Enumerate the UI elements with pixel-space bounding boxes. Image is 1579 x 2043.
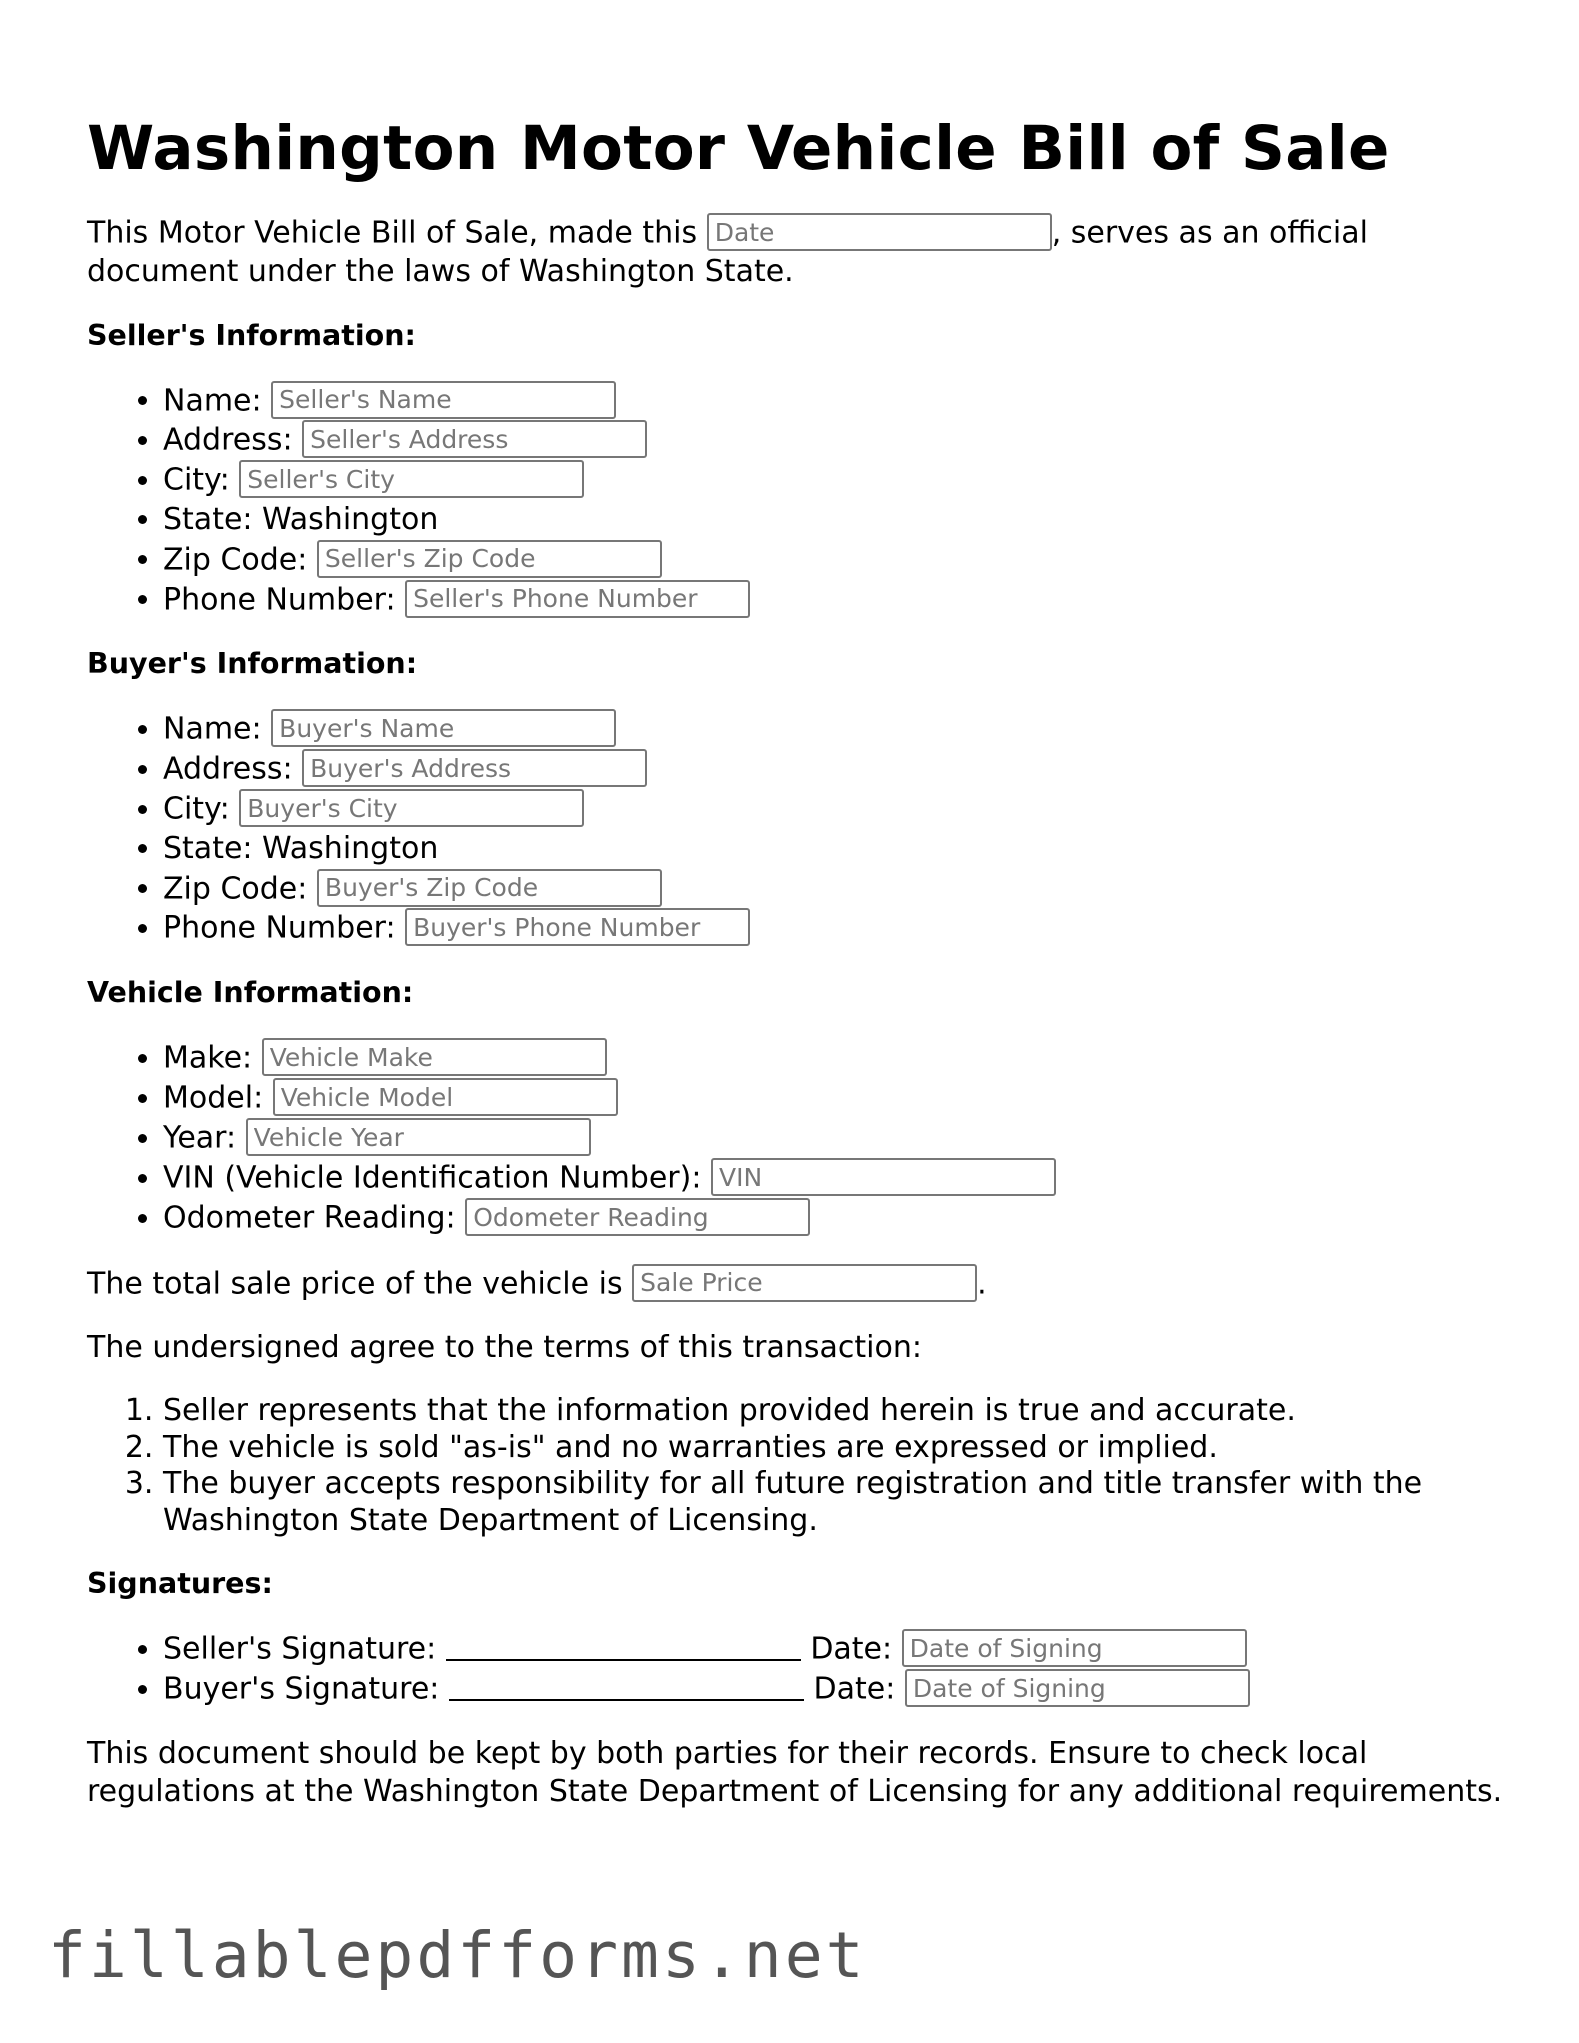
sale-date-input[interactable] bbox=[707, 213, 1052, 251]
vehicle-year-label: Year: bbox=[163, 1120, 237, 1156]
buyer-address-label: Address: bbox=[163, 751, 293, 787]
buyer-phone-input[interactable] bbox=[405, 908, 750, 946]
vehicle-year-item bbox=[163, 1118, 1507, 1158]
vehicle-odometer-input[interactable] bbox=[465, 1198, 810, 1236]
vehicle-make-input[interactable] bbox=[262, 1038, 607, 1076]
seller-zip-input[interactable] bbox=[317, 540, 662, 578]
seller-address-input[interactable] bbox=[302, 420, 647, 458]
buyer-signature-line[interactable] bbox=[449, 1671, 804, 1701]
buyer-city-input[interactable] bbox=[239, 789, 584, 827]
seller-name-input[interactable] bbox=[271, 381, 616, 419]
vehicle-heading: Vehicle Information: bbox=[87, 976, 414, 1010]
buyer-signing-date-input[interactable] bbox=[905, 1669, 1250, 1707]
seller-signing-date-input[interactable] bbox=[902, 1629, 1247, 1667]
bill-of-sale-document bbox=[87, 105, 1507, 1811]
seller-city-input[interactable] bbox=[239, 460, 584, 498]
buyer-name-item bbox=[163, 709, 1507, 749]
sale-price-period: . bbox=[977, 1266, 987, 1302]
watermark: fillablepdfforms.net bbox=[48, 1919, 867, 1992]
buyer-info-list bbox=[87, 709, 1507, 948]
vehicle-odometer-item bbox=[163, 1198, 1507, 1238]
buyer-signature-label: Buyer's Signature: bbox=[163, 1671, 440, 1707]
buyer-state-text: State: Washington bbox=[163, 831, 439, 867]
intro-paragraph bbox=[87, 213, 1507, 291]
vehicle-make-item bbox=[163, 1038, 1507, 1078]
signatures-heading: Signatures: bbox=[87, 1567, 273, 1601]
seller-state-text: State: Washington bbox=[163, 502, 439, 538]
vehicle-odometer-label: Odometer Reading: bbox=[163, 1200, 456, 1236]
vehicle-vin-label: VIN (Vehicle Identification Number): bbox=[163, 1160, 702, 1196]
signatures-list bbox=[87, 1629, 1507, 1709]
buyer-phone-item bbox=[163, 908, 1507, 948]
seller-signature-line[interactable] bbox=[446, 1631, 801, 1661]
sale-price-text: The total sale price of the vehicle is bbox=[87, 1266, 623, 1302]
seller-heading: Seller's Information: bbox=[87, 318, 416, 352]
vehicle-make-label: Make: bbox=[163, 1040, 253, 1076]
buyer-heading: Buyer's Information: bbox=[87, 647, 418, 681]
seller-city-label: City: bbox=[163, 462, 230, 498]
seller-phone-label: Phone Number: bbox=[163, 582, 396, 618]
terms-list bbox=[87, 1393, 1507, 1539]
seller-signature-date-label: Date: bbox=[810, 1631, 893, 1667]
terms-item: 3. The buyer accepts responsibility for all future registration and title transfer with the Washington State Department of Licensing. bbox=[163, 1466, 1507, 1539]
buyer-name-label: Name: bbox=[163, 711, 262, 747]
terms-item: 2. The vehicle is sold "as-is" and no warranties are expressed or implied. bbox=[163, 1430, 1507, 1467]
seller-signature-item bbox=[163, 1629, 1507, 1669]
seller-phone-item bbox=[163, 580, 1507, 620]
document-title: Washington Motor Vehicle Bill of Sale bbox=[87, 113, 1390, 184]
seller-zip-item bbox=[163, 540, 1507, 580]
buyer-address-item bbox=[163, 749, 1507, 789]
intro-text-before: This Motor Vehicle Bill of Sale, made this bbox=[87, 215, 698, 251]
vehicle-model-input[interactable] bbox=[273, 1078, 618, 1116]
intro-text-after: , serves as an official document under the laws of Washington State. bbox=[87, 215, 1368, 289]
seller-signature-label: Seller's Signature: bbox=[163, 1631, 437, 1667]
buyer-zip-input[interactable] bbox=[317, 869, 662, 907]
seller-state-item bbox=[163, 500, 1507, 539]
seller-name-label: Name: bbox=[163, 383, 262, 418]
buyer-city-label: City: bbox=[163, 791, 230, 827]
terms-intro: The undersigned agree to the terms of this transaction: bbox=[87, 1330, 922, 1366]
vehicle-model-item bbox=[163, 1078, 1507, 1118]
sale-price-input[interactable] bbox=[632, 1264, 977, 1302]
vehicle-model-label: Model: bbox=[163, 1080, 264, 1116]
buyer-state-item bbox=[163, 829, 1507, 868]
buyer-phone-label: Phone Number: bbox=[163, 910, 396, 946]
seller-address-item bbox=[163, 420, 1507, 460]
vehicle-vin-input[interactable] bbox=[711, 1158, 1056, 1196]
seller-phone-input[interactable] bbox=[405, 580, 750, 618]
buyer-signature-item bbox=[163, 1669, 1507, 1709]
seller-name-item bbox=[163, 381, 1507, 421]
seller-address-label: Address: bbox=[163, 422, 293, 458]
buyer-zip-item bbox=[163, 869, 1507, 909]
vehicle-year-input[interactable] bbox=[246, 1118, 591, 1156]
seller-zip-label: Zip Code: bbox=[163, 542, 308, 578]
buyer-name-input[interactable] bbox=[271, 709, 616, 747]
buyer-zip-label: Zip Code: bbox=[163, 871, 308, 907]
vehicle-vin-item bbox=[163, 1158, 1507, 1198]
sale-price-paragraph bbox=[87, 1264, 1507, 1304]
seller-city-item bbox=[163, 460, 1507, 500]
buyer-address-input[interactable] bbox=[302, 749, 647, 787]
closing-paragraph: This document should be kept by both parties for their records. Ensure to check local regulations at the Washington State Department of Licensing for any additional requirements. bbox=[87, 1736, 1503, 1810]
buyer-city-item bbox=[163, 789, 1507, 829]
terms-item: 1. Seller represents that the information provided herein is true and accurate. bbox=[163, 1393, 1507, 1430]
seller-info-list bbox=[87, 381, 1507, 620]
vehicle-info-list bbox=[87, 1038, 1507, 1238]
buyer-signature-date-label: Date: bbox=[813, 1671, 896, 1707]
